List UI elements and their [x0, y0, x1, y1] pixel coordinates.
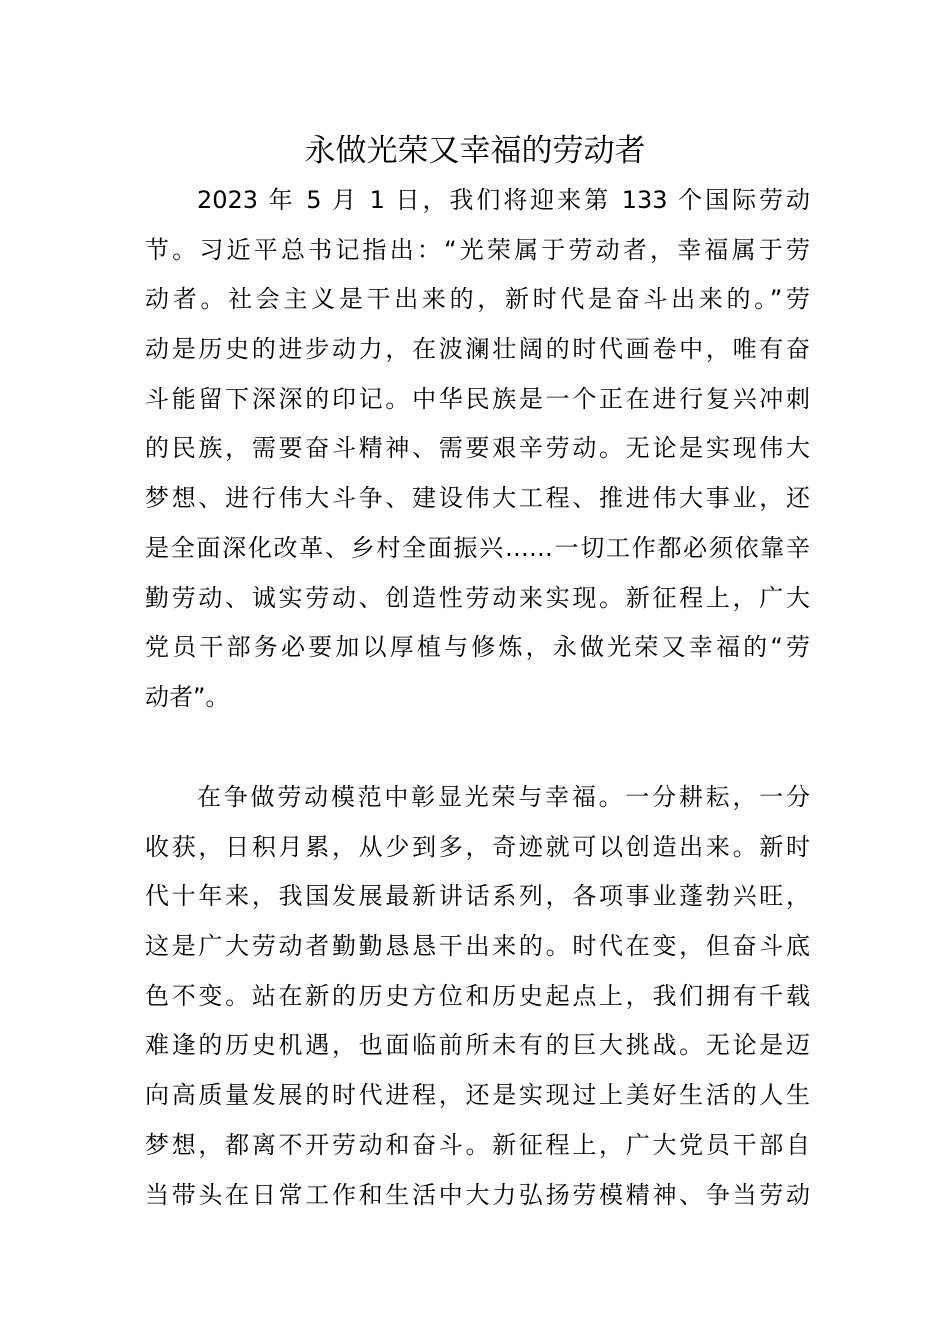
- paragraph-line: 色不变。站在新的历史方位和历史起点上，我们拥有千载: [145, 981, 810, 1010]
- paragraph-line: 的民族，需要奋斗精神、需要艰辛劳动。无论是实现伟大: [145, 434, 810, 463]
- paragraph-line: 梦想，都离不开劳动和奋斗。新征程上，广大党员干部自: [145, 1130, 810, 1159]
- paragraph-line: 勤劳动、诚实劳动、创造性劳动来实现。新征程上，广大: [145, 583, 810, 612]
- paragraph-2: [145, 773, 810, 1220]
- paragraph-line: 这是广大劳动者勤勤恳恳干出来的。时代在变，但奋斗底: [145, 932, 810, 961]
- paragraph-line: 是全面深化改革、乡村全面振兴……一切工作都必须依靠辛: [145, 533, 810, 562]
- paragraph-line: 难逢的历史机遇，也面临前所未有的巨大挑战。无论是迈: [145, 1031, 810, 1060]
- paragraph-line: 党员干部务必要加以厚植与修炼，永做光荣又幸福的“劳: [145, 633, 810, 662]
- document-title: 永做光荣又幸福的劳动者: [304, 133, 646, 169]
- paragraph-line: 当带头在日常工作和生活中大力弘扬劳模精神、争当劳动: [145, 1180, 810, 1209]
- paragraph-line: 动是历史的进步动力，在波澜壮阔的时代画卷中，唯有奋: [145, 335, 810, 364]
- paragraph-line: 动者”。: [145, 682, 230, 711]
- paragraph-line: 收获，日积月累，从少到多，奇迹就可以创造出来。新时: [145, 832, 810, 861]
- paragraph-line: 动者。社会主义是干出来的，新时代是奋斗出来的。”劳: [145, 285, 810, 314]
- paragraph-line: 在争做劳动模范中彰显光荣与幸福。一分耕耘，一分: [197, 783, 810, 811]
- paragraph-line: 代十年来，我国发展最新讲话系列，各项事业蓬勃兴旺，: [145, 882, 810, 911]
- paragraph-line: 梦想、进行伟大斗争、建设伟大工程、推进伟大事业，还: [145, 484, 810, 513]
- paragraph-line: 节。习近平总书记指出：“光荣属于劳动者，幸福属于劳: [145, 235, 810, 264]
- paragraph-line: 向高质量发展的时代进程，还是实现过上美好生活的人生: [145, 1081, 810, 1110]
- paragraph-1: [145, 176, 810, 723]
- paragraph-line: 斗能留下深深的印记。中华民族是一个正在进行复兴冲刺: [145, 384, 810, 413]
- paragraph-line: 2023 年 5 月 1 日，我们将迎来第 133 个国际劳动: [197, 186, 810, 214]
